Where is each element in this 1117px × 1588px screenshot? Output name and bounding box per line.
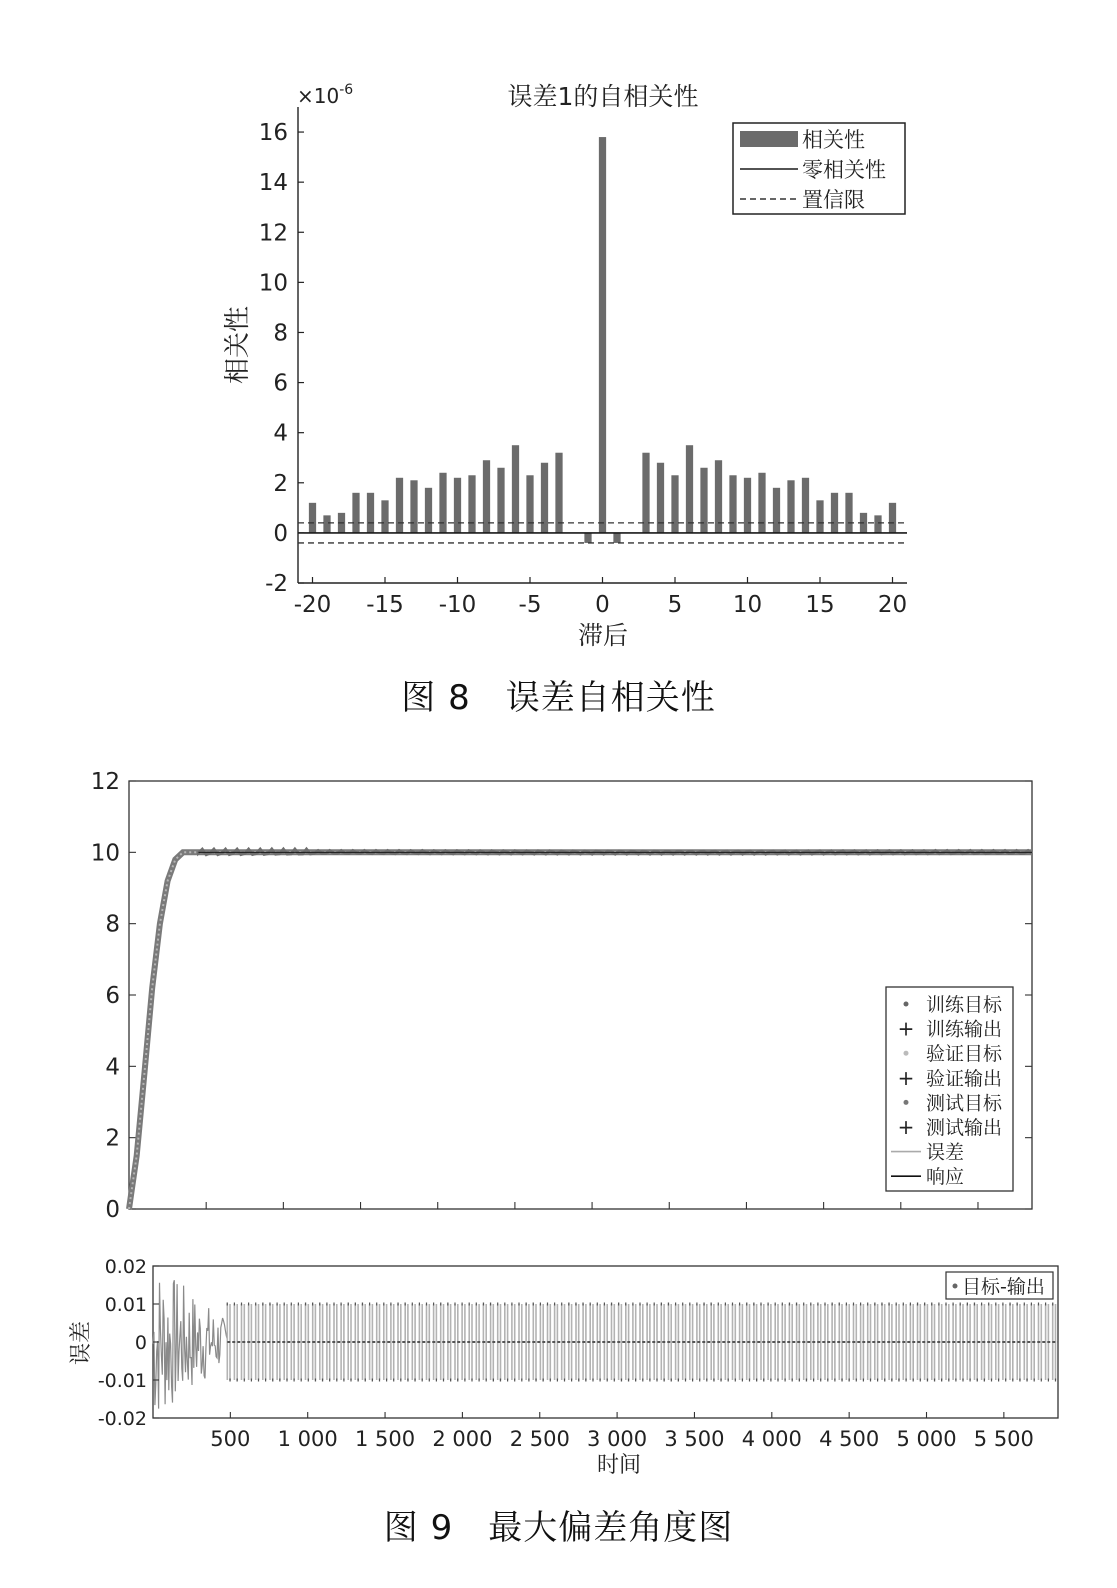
bar: [845, 493, 852, 533]
y-axis-ticks: [98, 1256, 159, 1430]
legend-label: 目标-输出: [962, 1276, 1045, 1298]
x-tick-label: 2 000: [432, 1427, 493, 1451]
legend-label: 误差: [926, 1141, 965, 1164]
bar: [410, 480, 417, 533]
bar: [439, 473, 446, 533]
bar: [715, 460, 722, 533]
legend-plus-marker: +: [897, 1016, 915, 1041]
x-tick-label: 1 500: [354, 1427, 416, 1451]
y-tick-label: 6: [273, 370, 288, 397]
y-tick-label: 0.02: [104, 1256, 147, 1278]
figure-8-caption: 图 8 误差自相关性: [401, 678, 716, 718]
bar: [613, 533, 620, 543]
legend: [946, 1272, 1053, 1299]
bar: [381, 500, 388, 533]
x-tick-label: 20: [877, 592, 908, 618]
bar: [802, 478, 809, 533]
bar: [729, 475, 736, 533]
bar: [744, 478, 751, 533]
x-tick-label: 5: [667, 592, 683, 618]
x-tick-label: 4 000: [741, 1427, 802, 1451]
y-tick-label: 12: [90, 769, 120, 795]
bar: [599, 137, 606, 533]
legend-label: 验证目标: [926, 1043, 1003, 1066]
legend-label: 测试输出: [926, 1117, 1003, 1139]
y-tick-label: 16: [258, 120, 288, 147]
legend-label: 响应: [926, 1166, 965, 1189]
legend: [733, 123, 905, 214]
legend-dot-marker: [904, 1100, 909, 1105]
bar: [309, 503, 316, 533]
x-tick-label: -10: [438, 592, 477, 618]
y-tick-label: -0.02: [97, 1408, 147, 1430]
x-tick-label: 5 000: [896, 1427, 957, 1451]
legend-plus-marker: +: [897, 1115, 915, 1139]
y-tick-label: 2: [273, 470, 288, 497]
y-tick-label: 8: [273, 320, 288, 347]
y-tick-label: 4: [273, 420, 288, 447]
y-tick-label: 0: [273, 520, 288, 547]
bar: [642, 453, 649, 533]
error-series: [153, 1280, 1058, 1408]
figure-9-caption: 图 9 最大偏差角度图: [383, 1508, 734, 1548]
y-tick-label: -2: [265, 571, 288, 597]
y-tick-label: 0: [134, 1332, 147, 1354]
x-tick-label: -20: [293, 592, 332, 618]
bar: [425, 488, 432, 533]
x-axis-label: 滞后: [577, 621, 629, 650]
y-tick-label: -0.01: [97, 1370, 147, 1392]
y-exponent-label: $\times 10^{-6}$: [297, 82, 354, 108]
x-tick-label: 3 500: [664, 1427, 725, 1451]
x-tick-label: -5: [518, 592, 542, 618]
bar: [323, 515, 330, 533]
x-tick-label: 1 000: [277, 1427, 338, 1451]
y-tick-label: 0.01: [104, 1294, 147, 1316]
legend-plus-marker: +: [897, 1065, 915, 1090]
bar: [454, 478, 461, 533]
bar: [773, 488, 780, 533]
error-transient: [153, 1280, 227, 1408]
bar: [816, 500, 823, 533]
y-tick-label: 10: [258, 270, 288, 297]
y-tick-label: 4: [105, 1054, 120, 1081]
y-tick-label: 14: [258, 170, 288, 197]
legend-label: 置信限: [802, 188, 865, 212]
x-axis-label: 时间: [596, 1453, 642, 1478]
bar: [584, 533, 591, 543]
bar: [555, 453, 562, 533]
bar: [671, 475, 678, 533]
bar: [483, 460, 490, 533]
chart-title: 误差1的自相关性: [507, 82, 699, 111]
legend-label: 验证输出: [926, 1067, 1003, 1090]
legend-dot-marker: [904, 1002, 909, 1007]
bar: [686, 445, 693, 533]
legend: [886, 987, 1013, 1191]
error-spikes: [227, 1304, 1055, 1380]
legend-label: 测试目标: [926, 1092, 1003, 1115]
y-axis-label: 相关性: [223, 305, 253, 385]
bar: [526, 475, 533, 533]
bar: [396, 478, 403, 533]
x-tick-label: 0: [595, 592, 610, 618]
bar: [468, 475, 475, 533]
y-axis-ticks: [259, 120, 304, 597]
legend-label: 训练目标: [926, 994, 1003, 1016]
x-tick-label: 3 000: [587, 1427, 648, 1451]
y-axis-label: 误差: [69, 1320, 94, 1366]
y-tick-label: 10: [90, 840, 120, 867]
x-tick-label: 5 500: [973, 1427, 1034, 1451]
figure-8-autocorrelation-chart: [223, 82, 907, 650]
legend-label: 相关性: [802, 128, 865, 152]
bar: [512, 445, 519, 533]
legend-dot-marker: [904, 1051, 909, 1056]
bar: [787, 480, 794, 533]
y-tick-label: 2: [105, 1125, 120, 1152]
x-tick-label: 2 500: [509, 1427, 570, 1451]
y-tick-label: 12: [258, 220, 288, 247]
legend-dot-marker: [953, 1284, 958, 1289]
legend-bar-swatch: [740, 131, 798, 147]
bar: [831, 493, 838, 533]
x-tick-label: -15: [366, 592, 404, 618]
x-axis-ticks: [206, 1202, 978, 1209]
bar: [874, 515, 881, 533]
figure-9-response-chart: [91, 769, 1032, 1223]
bar: [889, 503, 896, 533]
bar: [367, 493, 374, 533]
bar: [758, 473, 765, 533]
figure-9-error-chart: [69, 1256, 1058, 1478]
legend-label: 训练输出: [926, 1018, 1003, 1041]
y-tick-label: 6: [105, 983, 120, 1009]
y-tick-label: 8: [105, 911, 120, 938]
bar: [352, 493, 359, 533]
x-tick-label: 10: [732, 592, 763, 618]
legend-label: 零相关性: [802, 158, 886, 182]
y-tick-label: 0: [105, 1197, 120, 1223]
x-tick-label: 4 500: [819, 1427, 880, 1451]
x-tick-label: 500: [210, 1427, 251, 1451]
x-tick-label: 15: [805, 592, 835, 618]
